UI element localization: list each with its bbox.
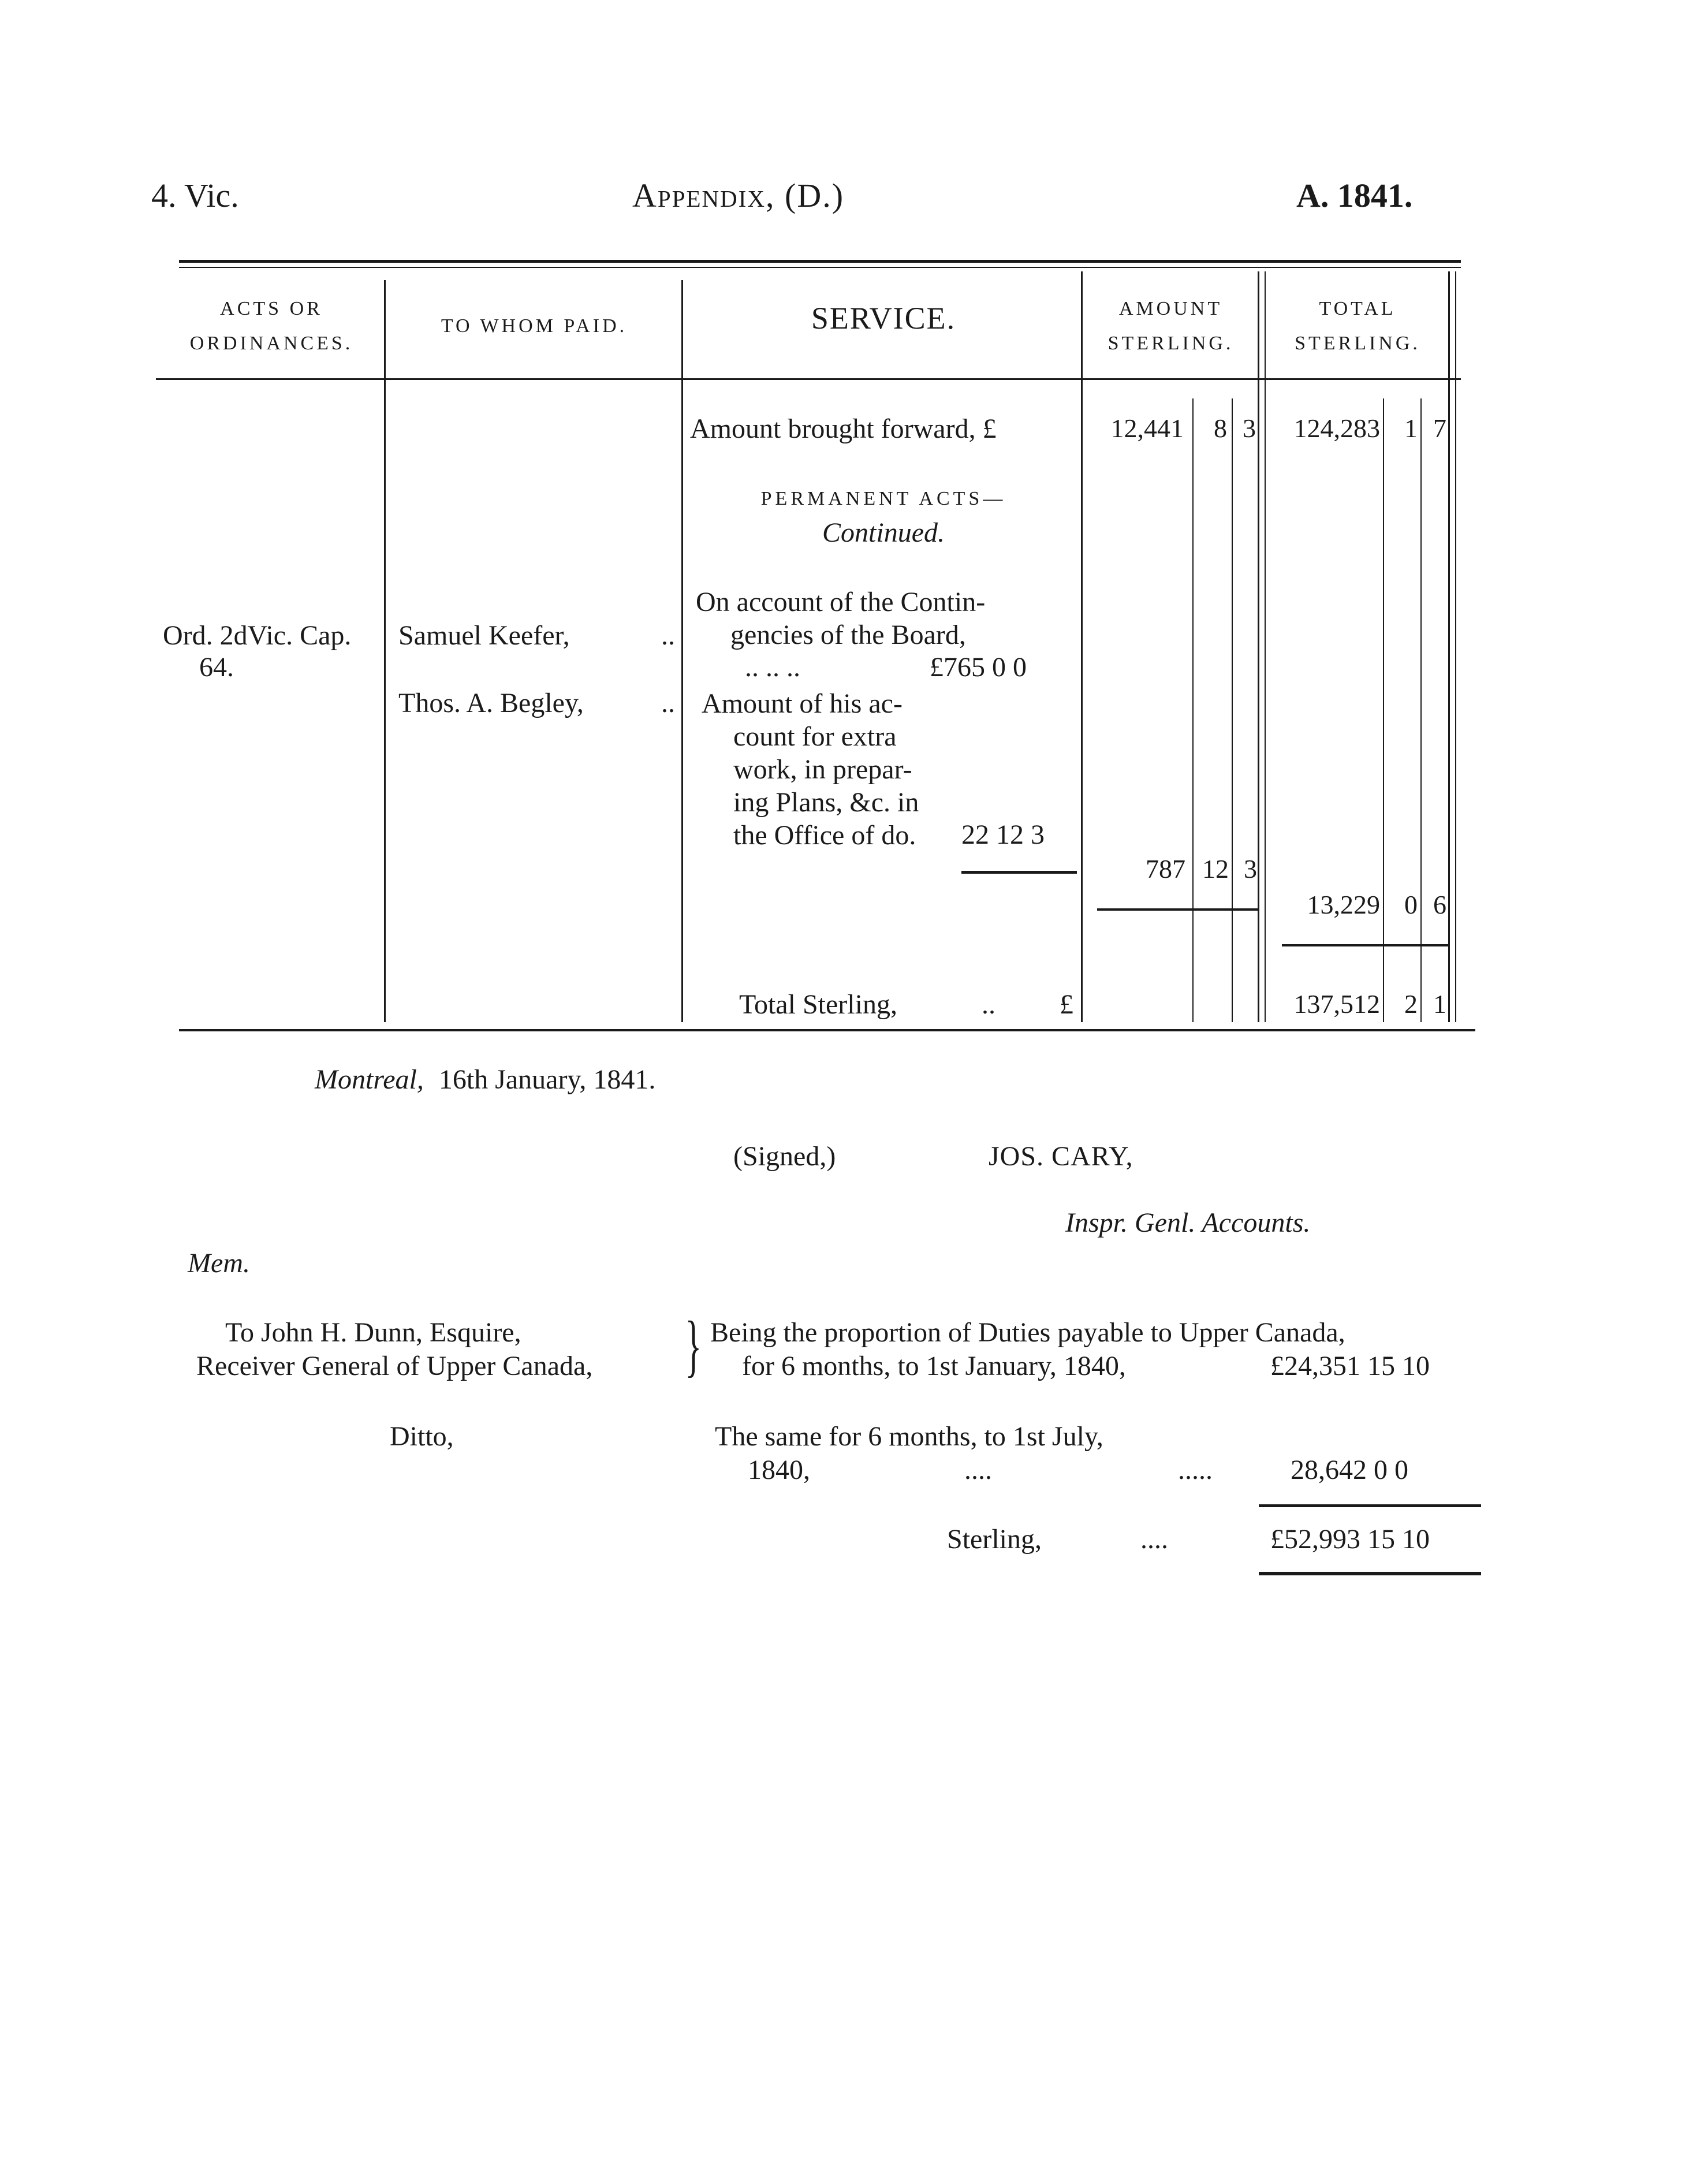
brought-forward-amount-shillings: 8: [1214, 413, 1227, 443]
service-begley-line5: the Office of do.: [733, 820, 916, 851]
signatory-title: Inspr. Genl. Accounts.: [1065, 1207, 1311, 1238]
grand-total-pounds: 137,512: [1293, 989, 1380, 1019]
payee-begley: Thos. A. Begley,: [398, 688, 584, 718]
col-header-amount: [1083, 292, 1259, 361]
section-amount-rule: [1097, 908, 1258, 911]
col-rule-acts: [384, 280, 386, 1022]
col-header-acts-line2: ORDINANCES.: [189, 333, 353, 354]
total-sterling-label: Total Sterling,: [739, 989, 897, 1020]
col-header-total-line1: TOTAL: [1319, 298, 1396, 319]
grand-total-pence: 1: [1433, 989, 1446, 1019]
col-rule-service: [1081, 271, 1083, 1022]
memo-amount2: 28,642 0 0: [1291, 1455, 1408, 1485]
col-rule-total-double: [1455, 271, 1456, 1022]
memo-label: Mem.: [188, 1248, 250, 1279]
brought-forward-amount-pence: 3: [1243, 413, 1256, 443]
ordinance-line1: Ord. 2dVic. Cap.: [163, 620, 352, 651]
table-bottom-rule: [179, 1029, 1475, 1031]
memo-total-dots: ....: [1140, 1524, 1168, 1555]
memo-payee-line2: Receiver General of Upper Canada,: [196, 1351, 593, 1381]
memo-total-rule: [1259, 1572, 1481, 1575]
table-top-rule: [179, 260, 1461, 263]
brought-forward-total-shillings: 1: [1404, 413, 1418, 443]
section-amount-shillings: 12: [1202, 854, 1229, 884]
service-begley-line1: Amount of his ac-: [702, 688, 903, 719]
grand-total-shillings: 2: [1404, 989, 1418, 1019]
section-total-pounds: 13,229: [1307, 890, 1380, 919]
memo-dots2a: ....: [964, 1455, 992, 1485]
memo-dots2b: .....: [1178, 1455, 1213, 1485]
table-top-rule-thin: [179, 267, 1461, 268]
col-header-amount-line2: STERLING.: [1107, 333, 1234, 354]
service-keefer-dots: .. .. ..: [745, 652, 800, 683]
brought-forward-label: Amount brought forward, £: [690, 413, 997, 444]
subtotal-rule: [961, 871, 1077, 874]
col-header-payee: TO WHOM PAID.: [441, 315, 628, 337]
memo-sum-rule: [1259, 1504, 1481, 1507]
header-volume: 4. Vic.: [151, 177, 239, 214]
total-sterling-dots: ..: [982, 989, 995, 1020]
service-begley-line3: work, in prepar-: [733, 754, 912, 785]
brought-forward-total-pence: 7: [1433, 413, 1446, 443]
date: 16th January, 1841.: [438, 1064, 656, 1095]
col-header-acts-line1: ACTS OR: [220, 298, 323, 319]
col-rule-total-pence: [1420, 398, 1422, 1022]
section-total-rule: [1282, 944, 1449, 946]
payee-keefer-dots: ..: [661, 620, 675, 651]
section-total-shillings: 0: [1404, 890, 1418, 919]
total-sterling-currency: £: [1060, 989, 1073, 1020]
col-rule-amount-shillings: [1192, 398, 1194, 1022]
section-total-pence: 6: [1433, 890, 1446, 919]
service-keefer-amount: £765 0 0: [930, 652, 1027, 683]
signatory-name: JOS. CARY,: [989, 1141, 1133, 1172]
memo-amount1: £24,351 15 10: [1270, 1351, 1430, 1381]
memo-desc2-line1: The same for 6 months, to 1st July,: [715, 1421, 1103, 1452]
col-rule-amount: [1258, 271, 1259, 1022]
memo-desc1-line1: Being the proportion of Duties payable to Upper Canada,: [710, 1317, 1345, 1348]
memo-brace: }: [685, 1307, 702, 1384]
section-heading: PERMANENT ACTS—: [760, 488, 1006, 509]
service-keefer-line2: gencies of the Board,: [730, 620, 966, 650]
service-begley-line4: ing Plans, &c. in: [733, 787, 919, 818]
memo-total-label: Sterling,: [947, 1524, 1042, 1555]
brought-forward-total-pounds: 124,283: [1293, 413, 1380, 443]
col-header-acts: [165, 292, 378, 361]
memo-payee-line1: To John H. Dunn, Esquire,: [225, 1317, 521, 1348]
payee-begley-dots: ..: [661, 688, 675, 718]
col-header-amount-line1: AMOUNT: [1118, 298, 1223, 319]
service-begley-amount: 22 12 3: [961, 819, 1045, 850]
brought-forward-amount-pounds: 12,441: [1110, 413, 1184, 443]
col-rule-amount-double: [1265, 271, 1266, 1022]
col-rule-total-shillings: [1383, 398, 1384, 1022]
section-amount-pence: 3: [1244, 854, 1257, 884]
header-appendix: Appendix, (D.): [632, 177, 845, 214]
memo-desc2-line2: 1840,: [748, 1455, 810, 1485]
memo-ditto: Ditto,: [390, 1421, 454, 1452]
col-rule-payee: [681, 280, 683, 1022]
signed-label: (Signed,): [733, 1141, 836, 1172]
payee-keefer: Samuel Keefer,: [398, 620, 570, 651]
section-amount-pounds: 787: [1146, 854, 1185, 884]
service-keefer-line1: On account of the Contin-: [696, 587, 986, 617]
service-begley-text: [702, 687, 919, 852]
place: Montreal,: [315, 1064, 424, 1095]
memo-desc1-line2: for 6 months, to 1st January, 1840,: [742, 1351, 1126, 1381]
memo-total-amount: £52,993 15 10: [1270, 1524, 1430, 1555]
place-date: [315, 1064, 655, 1095]
header-year: A. 1841.: [1296, 177, 1413, 214]
col-header-total: [1267, 292, 1448, 361]
section-subheading: Continued.: [822, 517, 945, 548]
service-begley-line2: count for extra: [733, 721, 897, 752]
col-rule-amount-pence: [1232, 398, 1233, 1022]
col-header-total-line2: STERLING.: [1295, 333, 1420, 354]
col-rule-total: [1448, 271, 1450, 1022]
ordinance-line2: 64.: [199, 652, 234, 683]
col-header-service: SERVICE.: [811, 301, 956, 336]
